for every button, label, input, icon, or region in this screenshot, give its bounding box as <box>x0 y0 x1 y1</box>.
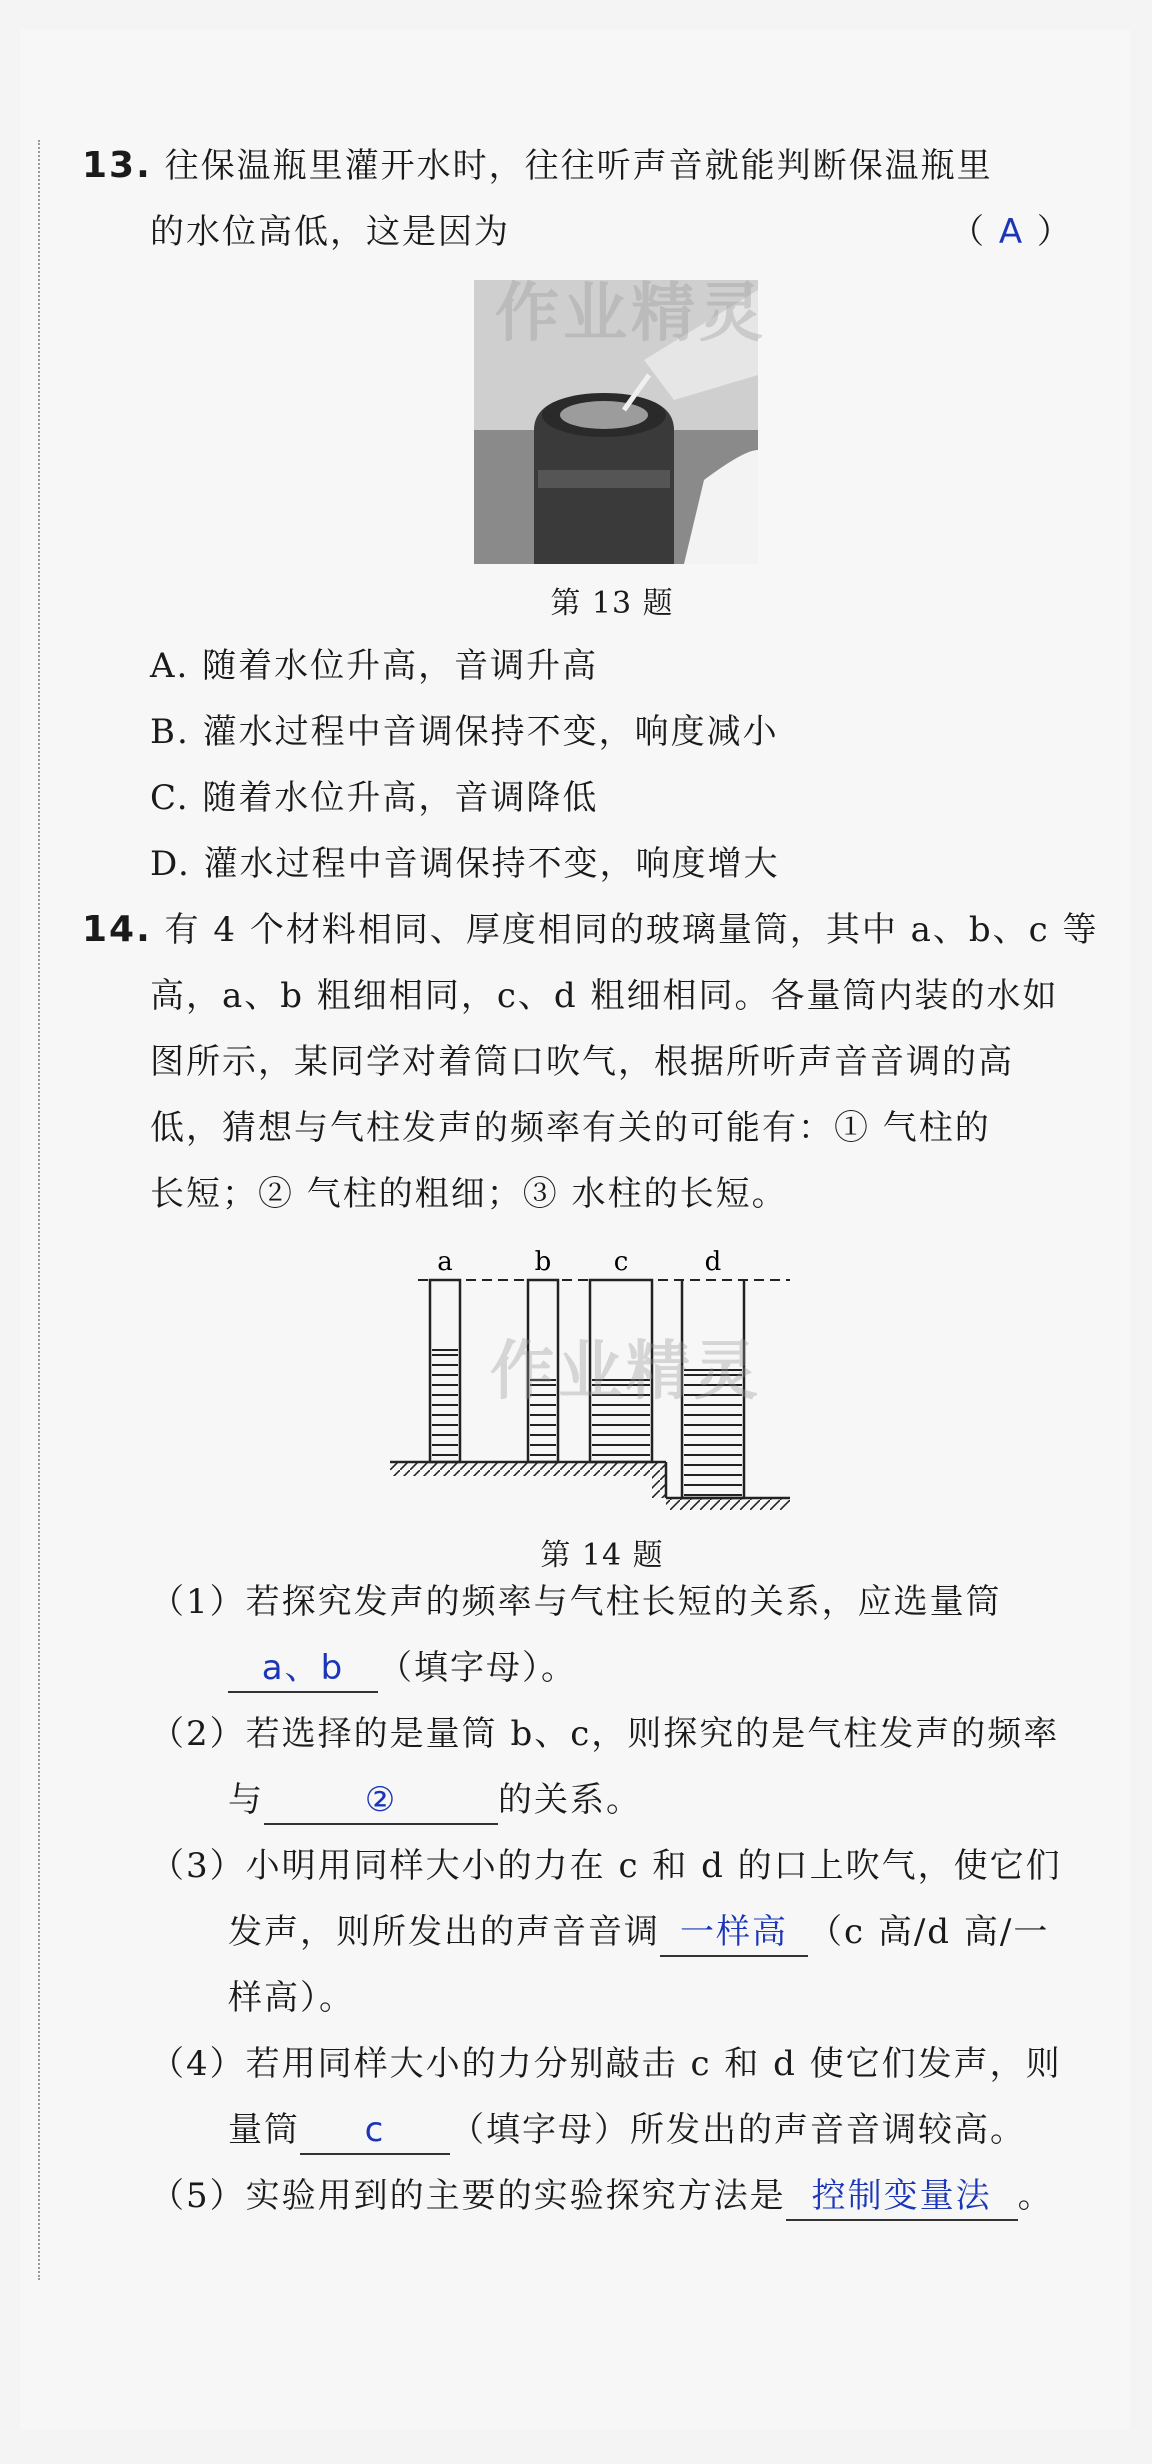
q13-bracket-open: （ <box>950 212 986 252</box>
q13-option-d: D. 灌水过程中音调保持不变，响度增大 <box>150 844 780 884</box>
q14-text-line5: 长短；② 气柱的粗细；③ 水柱的长短。 <box>150 1174 788 1214</box>
q13-text-line1: 往保温瓶里灌开水时，往往听声音就能判断保温瓶里 <box>164 146 993 186</box>
watermark-1: 作业精灵 <box>495 277 767 351</box>
q14-s1-line2 <box>228 1642 577 1694</box>
q14-text-line1: 有 4 个材料相同、厚度相同的玻璃量筒，其中 a、b、c 等 <box>164 910 1099 950</box>
q14-s4-tail: （填字母）所发出的声音音调较高。 <box>450 2110 1026 2150</box>
q14-s3-line2 <box>228 1906 1049 1958</box>
q13-bracket-close: ） <box>1036 212 1073 252</box>
q14-s5-pre: （5）实验用到的主要的实验探究方法是 <box>150 2176 786 2216</box>
q14-text-line3: 图所示，某同学对着筒口吹气，根据所听声音音调的高 <box>150 1042 1014 1082</box>
label-a: a <box>437 1247 453 1277</box>
q13-caption: 第 13 题 <box>550 586 674 621</box>
watermark-2: 作业精灵 <box>490 1335 762 1409</box>
label-b: b <box>534 1247 552 1277</box>
q14-s4-line2 <box>228 2104 1026 2156</box>
q13-text-line2: 的水位高低，这是因为 <box>150 212 510 252</box>
q13-line1 <box>82 140 993 192</box>
q14-s3-line3: 样高）。 <box>228 1978 355 2018</box>
label-d: d <box>704 1247 722 1277</box>
q14-s4-answer: c <box>300 2107 450 2155</box>
q14-caption: 第 14 题 <box>540 1538 664 1573</box>
margin-dotted-line <box>38 140 40 2280</box>
q13-option-c: C. 随着水位升高，音调降低 <box>150 778 599 818</box>
q13-answer-bracket <box>950 206 1073 258</box>
q14-s2-pre: 与 <box>228 1780 264 1820</box>
q14-s5-tail: 。 <box>1017 2176 1054 2216</box>
q14-s3-tail: （c 高/d 高/一 <box>808 1912 1050 1952</box>
q14-s1-answer: a、b <box>228 1645 378 1693</box>
q14-s3-answer: 一样高 <box>660 1909 808 1957</box>
q14-s4-line1: （4）若用同样大小的力分别敲击 c 和 d 使它们发声，则 <box>150 2044 1062 2084</box>
q14-s2-tail: 的关系。 <box>498 1780 642 1820</box>
q13-number: 13. <box>82 145 152 186</box>
q14-s4-pre: 量筒 <box>228 2110 300 2150</box>
q13-answer: A <box>998 212 1025 252</box>
q13-option-a: A. 随着水位升高，音调升高 <box>150 646 599 686</box>
q13-option-b: B. 灌水过程中音调保持不变，响度减小 <box>150 712 779 752</box>
q14-number: 14. <box>82 909 152 950</box>
q14-s5-answer: 控制变量法 <box>786 2173 1018 2221</box>
q14-s1-tail: （填字母）。 <box>378 1648 577 1688</box>
q14-s2-line2 <box>228 1774 642 1826</box>
q14-text-line4: 低，猜想与气柱发声的频率有关的可能有：① 气柱的 <box>150 1108 991 1148</box>
q14-s3-pre: 发声，则所发出的声音音调 <box>228 1912 660 1952</box>
label-c: c <box>613 1247 629 1277</box>
q14-text-line2: 高，a、b 粗细相同，c、d 粗细相同。各量筒内装的水如 <box>150 976 1059 1016</box>
q14-s5-line <box>150 2170 1054 2222</box>
q14-s1-line1: （1）若探究发声的频率与气柱长短的关系，应选量筒 <box>150 1582 1002 1622</box>
q14-line1 <box>82 904 1099 956</box>
q14-s2-line1: （2）若选择的是量筒 b、c，则探究的是气柱发声的频率 <box>150 1714 1060 1754</box>
q14-s2-answer: ② <box>264 1777 498 1825</box>
q14-s3-line1: （3）小明用同样大小的力在 c 和 d 的口上吹气，使它们 <box>150 1846 1062 1886</box>
